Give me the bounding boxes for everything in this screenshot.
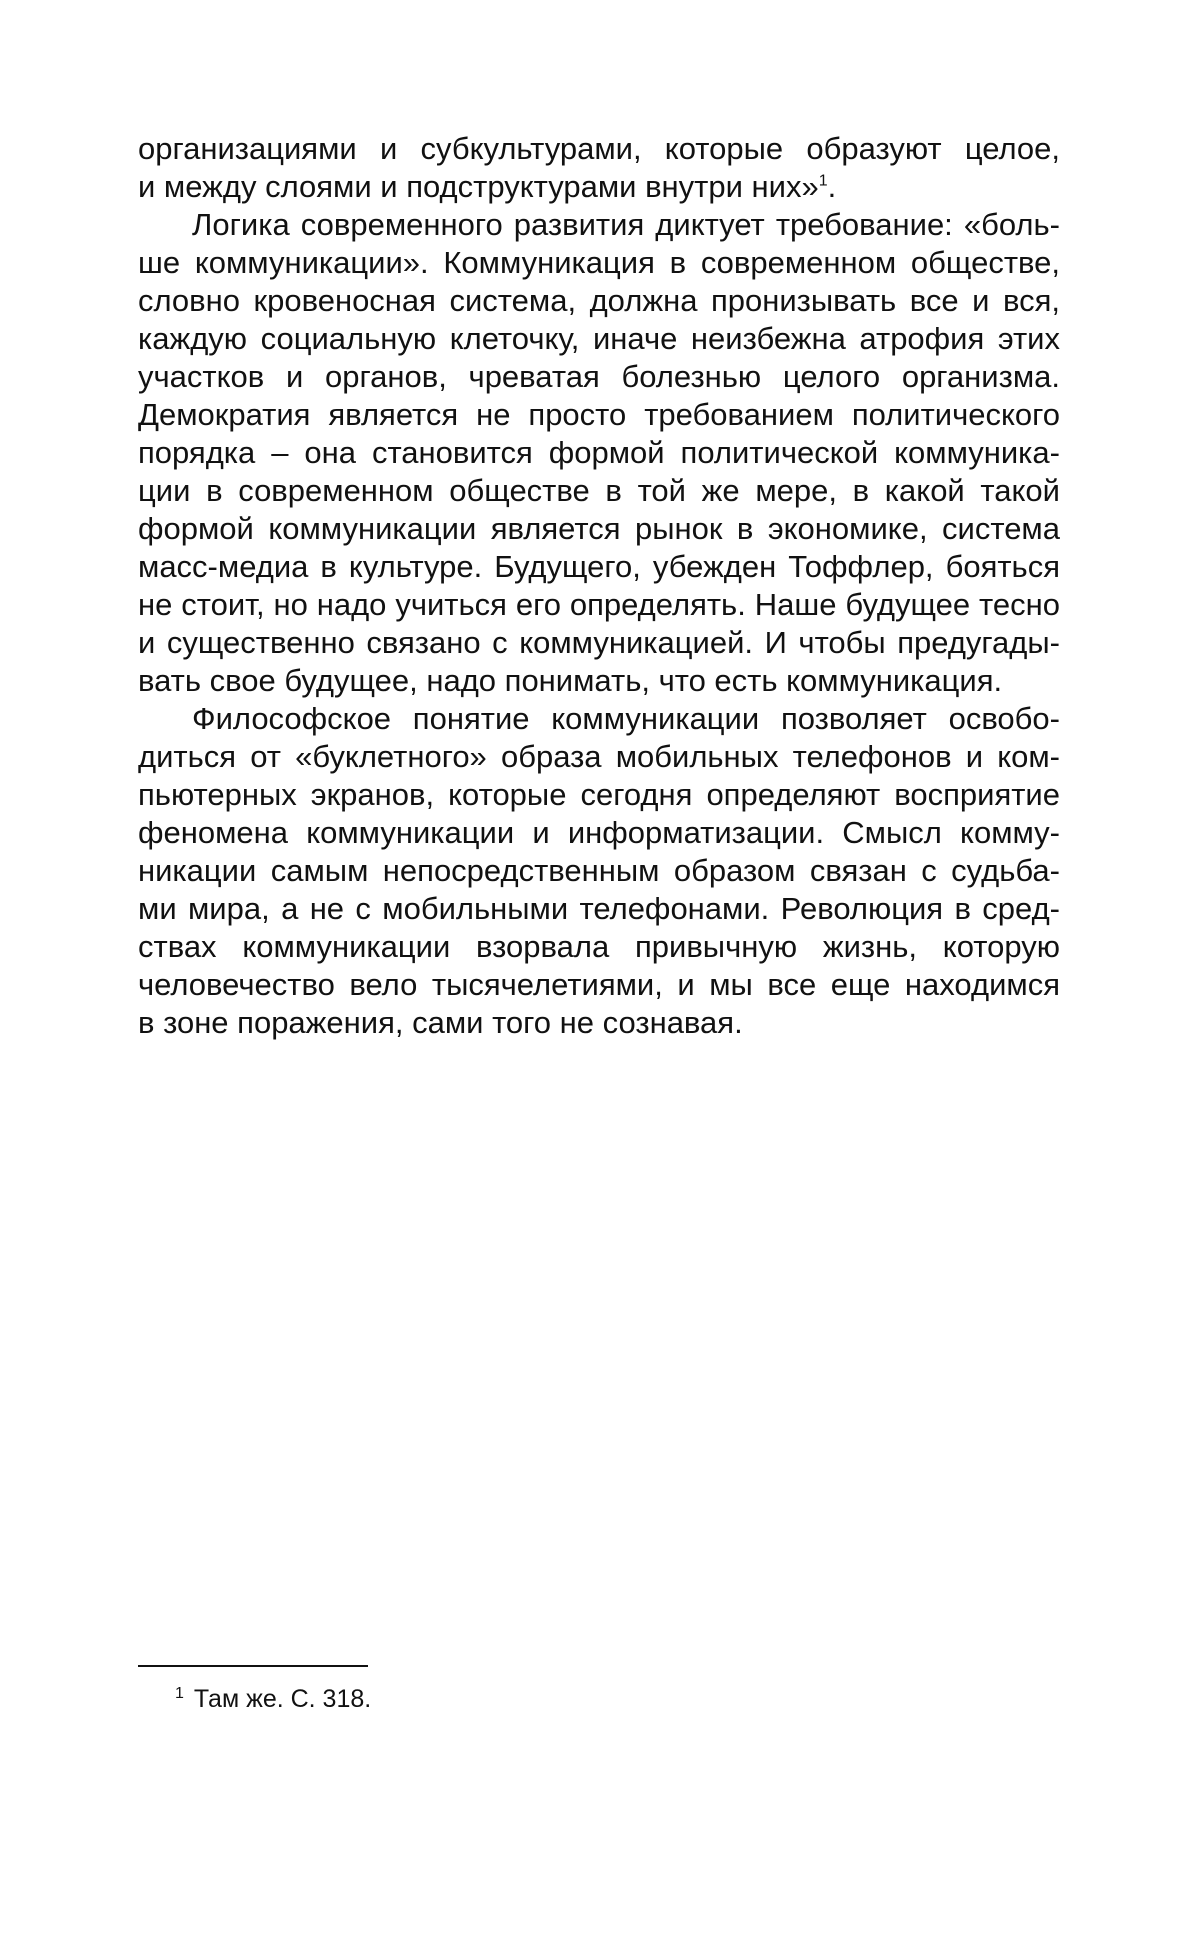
text-line: Философское понятие коммуникации позволяет освобо- (192, 701, 1060, 736)
body-text (138, 130, 1060, 1042)
text-line (138, 168, 1060, 206)
text-line: человечество вело тысячелетиями, и мы все еще находимся (138, 967, 1060, 1002)
text-line-content: и между слоями и подструктурами внутри них» (138, 169, 819, 204)
text-line: формой коммуникации является рынок в экономике, система (138, 511, 1060, 546)
text-line: феномена коммуникации и информатизации. Смысл комму- (138, 815, 1060, 850)
footnote-marker: 1 (175, 1684, 184, 1702)
text-line: не стоит, но надо учиться его определять. Наше будущее тесно (138, 587, 1060, 622)
footnote-text: Там же. С. 318. (193, 1685, 372, 1713)
text-line: организациями и субкультурами, которые образуют целое, (138, 131, 1060, 166)
footnote (175, 1684, 371, 1714)
text-line: масс-медиа в культуре. Будущего, убежден Тоффлер, бояться (138, 549, 1060, 584)
text-line: в зоне поражения, сами того не сознавая. (138, 1005, 743, 1040)
footnote-reference-tail: . (827, 169, 837, 204)
text-line: никации самым непосредственным образом связан с судьба- (138, 853, 1060, 888)
text-line: и существенно связано с коммуникацией. И чтобы предугады- (138, 625, 1060, 660)
text-line: Логика современного развития диктует требование: «боль- (192, 207, 1060, 242)
text-line: ствах коммуникации взорвала привычную жизнь, которую (138, 929, 1060, 964)
footnote-reference: 1 (818, 172, 828, 190)
text-line: ми мира, а не с мобильными телефонами. Революция в сред- (138, 891, 1060, 926)
text-line: ше коммуникации». Коммуникация в современном обществе, (138, 245, 1060, 280)
text-line: словно кровеносная система, должна пронизывать все и вся, (138, 283, 1060, 318)
text-line: вать свое будущее, надо понимать, что есть коммуникация. (138, 663, 1003, 698)
text-line: пьютерных экранов, которые сегодня определяют восприятие (138, 777, 1060, 812)
text-line: диться от «буклетного» образа мобильных телефонов и ком- (138, 739, 1060, 774)
text-line: Демократия является не просто требованием политического (138, 397, 1060, 432)
text-line: ции в современном обществе в той же мере, в какой такой (138, 473, 1060, 508)
text-line: порядка – она становится формой политической коммуника- (138, 435, 1060, 470)
footnote-divider (138, 1665, 368, 1667)
text-line: каждую социальную клеточку, иначе неизбежна атрофия этих (138, 321, 1060, 356)
text-line: участков и органов, чреватая болезнью целого организма. (138, 359, 1060, 394)
